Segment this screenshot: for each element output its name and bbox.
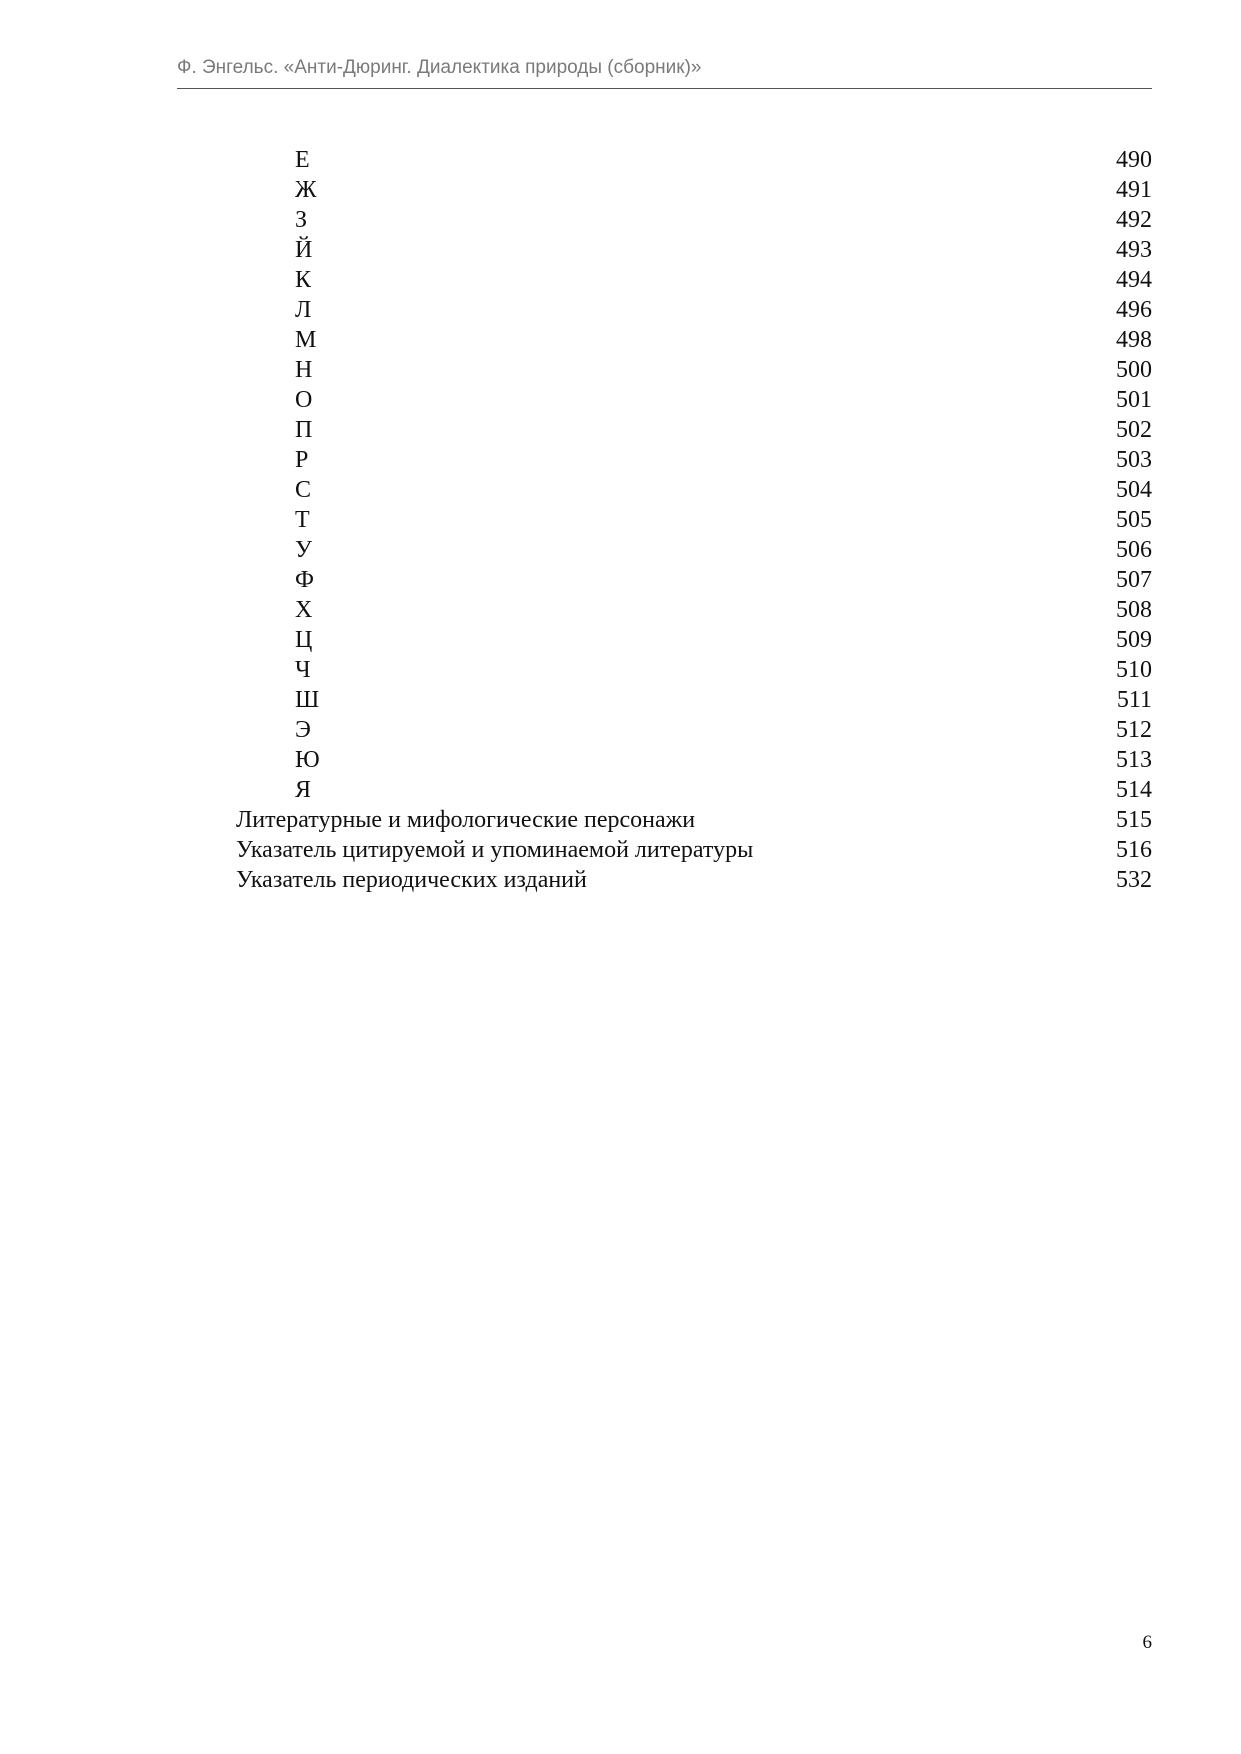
toc-entry[interactable] (236, 685, 1152, 715)
toc-entry[interactable] (236, 265, 1152, 295)
toc-entry[interactable] (236, 415, 1152, 445)
toc-entry-label: Ж (295, 177, 317, 203)
toc-section-label: Указатель периодических изданий (236, 867, 587, 893)
toc-entry-label: П (295, 417, 313, 443)
toc-entry-page: 502 (1116, 417, 1152, 443)
toc-entry-label: С (295, 477, 312, 503)
toc-entry-label: З (295, 207, 308, 233)
toc-entry-page: 504 (1116, 477, 1152, 503)
toc-entry-label: О (295, 387, 313, 413)
toc-entry-label: Н (295, 357, 313, 383)
toc-section-entry[interactable] (236, 805, 1152, 835)
toc-entry-page: 514 (1116, 777, 1152, 803)
toc-entry-page: 503 (1116, 447, 1152, 473)
toc-entry-label: У (295, 537, 312, 563)
toc-entry-label: Э (295, 717, 311, 743)
toc-entry[interactable] (236, 445, 1152, 475)
toc-entry-page: 491 (1116, 177, 1152, 203)
toc-entry-page: 508 (1116, 597, 1152, 623)
page-number: 6 (1142, 1632, 1152, 1653)
toc-entry[interactable] (236, 775, 1152, 805)
toc-section-entry[interactable] (236, 835, 1152, 865)
toc-section-label: Указатель цитируемой и упоминаемой литературы (236, 837, 754, 863)
table-of-contents (236, 145, 1152, 895)
toc-entry-label: Ч (295, 657, 311, 683)
toc-entry-page: 513 (1116, 747, 1152, 773)
toc-entry-label: Л (295, 297, 312, 323)
toc-entry-page: 496 (1116, 297, 1152, 323)
toc-section-page: 532 (1116, 867, 1152, 893)
toc-entry[interactable] (236, 505, 1152, 535)
toc-entry[interactable] (236, 295, 1152, 325)
toc-entry-label: Ю (295, 747, 320, 773)
toc-entry-page: 498 (1116, 327, 1152, 353)
toc-entry[interactable] (236, 145, 1152, 175)
toc-entry[interactable] (236, 745, 1152, 775)
toc-entry-label: Й (295, 237, 313, 263)
toc-entry-label: Ц (295, 627, 313, 653)
toc-entry-label: Е (295, 147, 310, 173)
toc-entry-page: 510 (1116, 657, 1152, 683)
toc-entry-page: 512 (1116, 717, 1152, 743)
toc-entry[interactable] (236, 715, 1152, 745)
toc-section-entry[interactable] (236, 865, 1152, 895)
toc-entry-page: 494 (1116, 267, 1152, 293)
toc-entry-page: 500 (1116, 357, 1152, 383)
toc-entry[interactable] (236, 325, 1152, 355)
toc-entry[interactable] (236, 625, 1152, 655)
toc-section-page: 516 (1116, 837, 1152, 863)
toc-entry[interactable] (236, 565, 1152, 595)
toc-entry[interactable] (236, 655, 1152, 685)
toc-entry-page: 501 (1116, 387, 1152, 413)
toc-entry[interactable] (236, 355, 1152, 385)
toc-entry-page: 511 (1116, 687, 1152, 713)
toc-entry-page: 505 (1116, 507, 1152, 533)
toc-section-label: Литературные и мифологические персонажи (236, 807, 696, 833)
toc-entry[interactable] (236, 385, 1152, 415)
toc-entry-page: 493 (1116, 237, 1152, 263)
toc-entry-page: 509 (1116, 627, 1152, 653)
toc-entry-label: М (295, 327, 317, 353)
toc-entry[interactable] (236, 235, 1152, 265)
toc-entry[interactable] (236, 205, 1152, 235)
toc-entry-label: Х (295, 597, 313, 623)
toc-entry-page: 492 (1116, 207, 1152, 233)
toc-entry[interactable] (236, 535, 1152, 565)
running-header: Ф. Энгельс. «Анти-Дюринг. Диалектика природы (сборник)» (177, 57, 702, 78)
toc-entry-label: К (295, 267, 312, 293)
toc-entry[interactable] (236, 175, 1152, 205)
toc-entry-label: Ф (295, 567, 314, 593)
toc-entry-label: Ш (295, 687, 320, 713)
toc-entry[interactable] (236, 595, 1152, 625)
toc-entry-label: Я (295, 777, 312, 803)
toc-entry-page: 506 (1116, 537, 1152, 563)
toc-entry-page: 507 (1116, 567, 1152, 593)
toc-entry-label: Р (295, 447, 309, 473)
toc-entry[interactable] (236, 475, 1152, 505)
header-rule (177, 88, 1152, 89)
toc-entry-label: Т (295, 507, 310, 533)
toc-entry-page: 490 (1116, 147, 1152, 173)
toc-section-page: 515 (1116, 807, 1152, 833)
